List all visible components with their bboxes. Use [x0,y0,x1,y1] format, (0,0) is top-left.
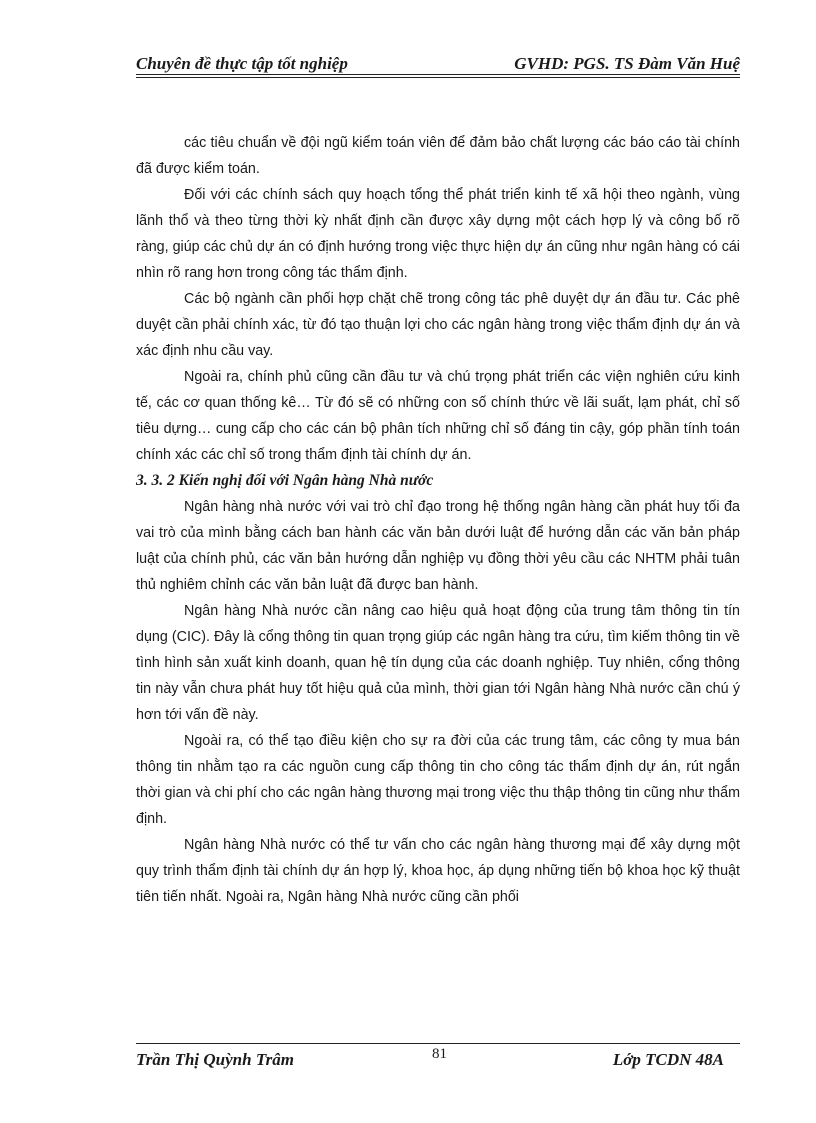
paragraph: Ngoài ra, chính phủ cũng cần đầu tư và chú trọng phát triển các viện nghiên cứu kinh tế, các cơ quan thống kê… Từ đó sẽ có những con số chính thức về lãi suất, lạm phát, chỉ số tiêu dựng… cung cấp cho các cán bộ phân tích những chỉ số đáng tin cậy, góp phần tính toán chính xác các chỉ số trong thẩm định tài chính dự án. [136,369,740,463]
paragraph: Các bộ ngành cần phối hợp chặt chẽ trong công tác phê duyệt dự án đầu tư. Các phê duyệt cần phải chính xác, từ đó tạo thuận lợi cho các ngân hàng trong việc thẩm định dự án và xác định nhu cầu vay. [136,291,740,359]
paragraph: Ngân hàng Nhà nước cần nâng cao hiệu quả hoạt động của trung tâm thông tin tín dụng (CIC). Đây là cổng thông tin quan trọng giúp các ngân hàng tra cứu, tìm kiếm thông tin về tình hình sản xuất kinh doanh, quan hệ tín dụng của các doanh nghiệp. Tuy nhiên, cổng thông tin này vẫn chưa phát huy tốt hiệu quả của mình, thời gian tới Ngân hàng Nhà nước cần chú ý hơn tới vấn đề này. [136,603,740,723]
footer-class: Lớp TCDN 48A [612,1050,724,1069]
paragraph: Ngân hàng nhà nước với vai trò chỉ đạo trong hệ thống ngân hàng cần phát huy tối đa vai trò của mình bằng cách ban hành các văn bản dưới luật để hướng dẫn các văn bản pháp luật của chính phủ, các văn bản hướng dẫn nghiệp vụ đồng thời yêu cầu các NHTM phải tuân thủ nghiêm chỉnh các văn bản luật đã được ban hành. [136,499,740,593]
page-header [136,52,740,78]
paragraph: các tiêu chuẩn về đội ngũ kiểm toán viên để đảm bảo chất lượng các báo cáo tài chính đã được kiểm toán. [136,135,740,177]
section-heading: 3. 3. 2 Kiến nghị đối với Ngân hàng Nhà nước [136,472,434,489]
header-supervisor: GVHD: PGS. TS Đàm Văn Huệ [514,54,740,73]
paragraph: Ngân hàng Nhà nước có thể tư vấn cho các ngân hàng thương mại để xây dựng một quy trình thẩm định tài chính dự án hợp lý, khoa học, áp dụng những tiến bộ khoa học kỹ thuật tiên tiến nhất. Ngoài ra, Ngân hàng Nhà nước cũng cần phối [136,837,740,905]
page-number: 81 [432,1046,447,1062]
footer-author: Trần Thị Quỳnh Trâm [136,1050,294,1069]
document-body [136,130,740,910]
page-footer [136,1043,740,1074]
header-title: Chuyên đề thực tập tốt nghiệp [136,54,348,73]
paragraph: Đối với các chính sách quy hoạch tổng thể phát triển kinh tế xã hội theo ngành, vùng lãnh thổ và theo từng thời kỳ nhất định cần được xây dựng một cách hợp lý và công bố rõ ràng, giúp các chủ dự án có định hướng trong việc thực hiện dự án cũng như ngân hàng có cái nhìn rõ rang hơn trong công tác thẩm định. [136,187,740,281]
paragraph: Ngoài ra, có thể tạo điều kiện cho sự ra đời của các trung tâm, các công ty mua bán thông tin nhằm tạo ra các nguồn cung cấp thông tin cho công tác thẩm định dự án, rút ngắn thời gian và chi phí cho các ngân hàng thương mại trong việc thu thập thông tin cũng như thẩm định. [136,733,740,827]
